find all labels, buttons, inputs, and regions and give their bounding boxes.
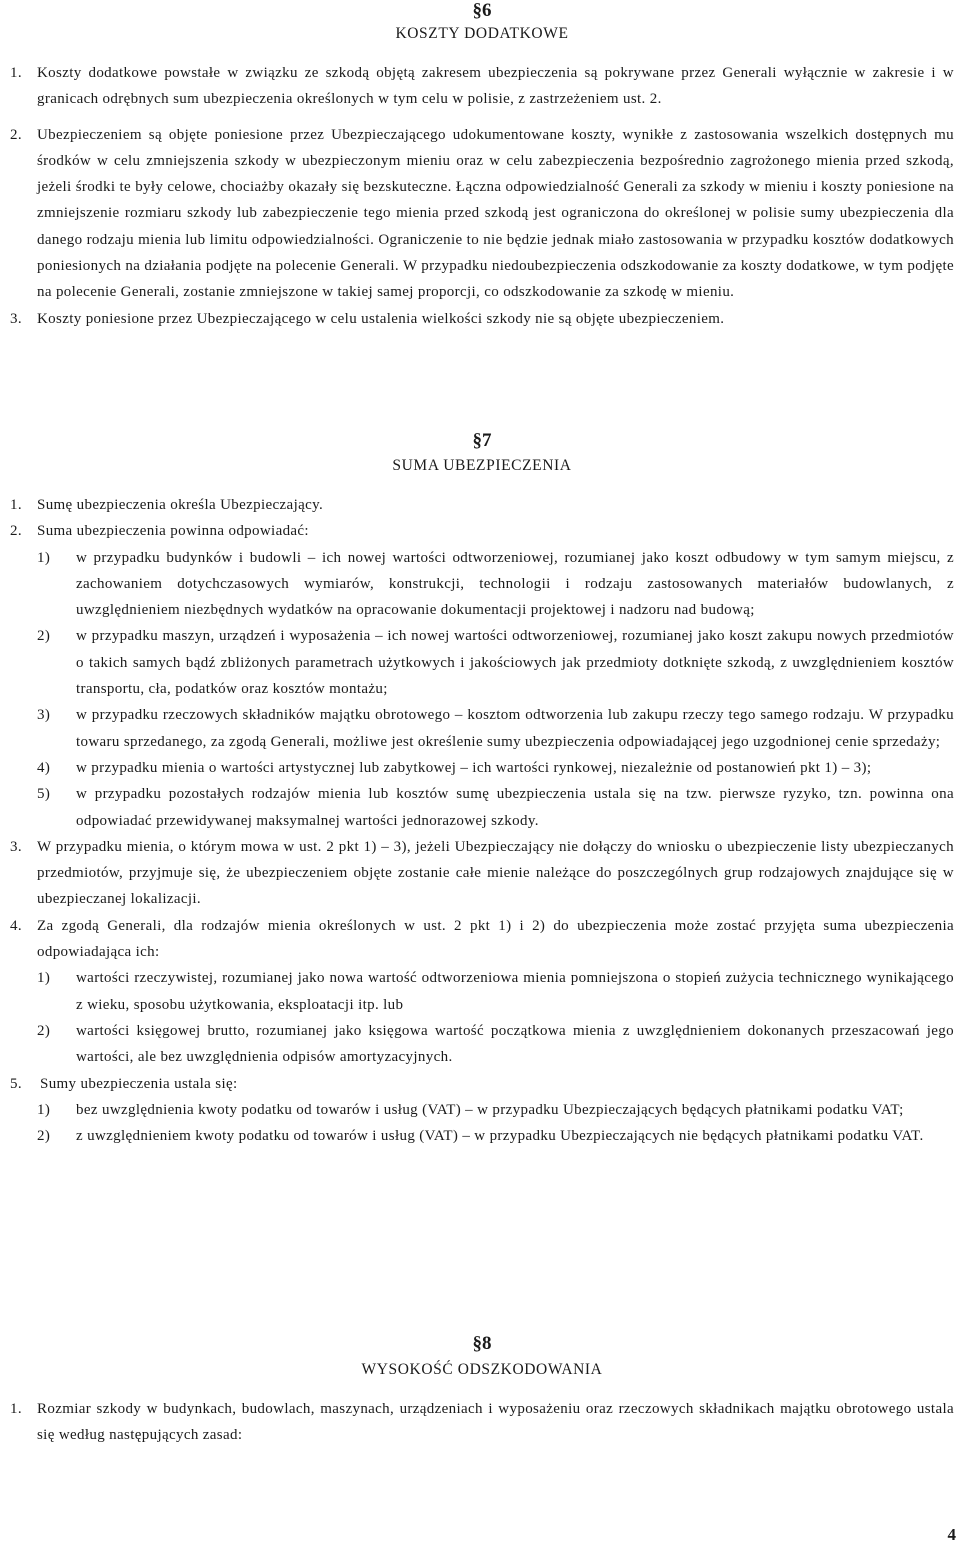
list-item [10, 1396, 954, 1449]
sub-item [37, 781, 954, 834]
item-number: 3. [10, 310, 22, 327]
item-number: 1. [10, 497, 22, 513]
item-text: Za zgodą Generali, dla rodzajów mienia określonych w ust. 2 pkt 1) i 2) do ubezpieczenia może zostać przyjęta suma ubezpieczenia odpowiadająca ich: [37, 917, 954, 961]
sub-item-number: 2) [37, 1128, 51, 1145]
item-number: 1. [10, 1401, 22, 1417]
sub-item [37, 702, 954, 755]
list-item [10, 122, 954, 306]
sub-item-number: 1) [37, 549, 51, 566]
sub-item-number: 2) [37, 628, 51, 645]
sub-item [37, 623, 954, 702]
item-text: Koszty dodatkowe powstałe w związku ze szkodą objętą zakresem ubezpieczenia są pokrywane przez Generali wyłącznie w zakresie i w granicach odrębnych sum ubezpieczenia określonych w tym celu w polisie, z zastrzeżeniem ust. 2. [37, 65, 954, 108]
item-text: Koszty poniesione przez Ubezpieczającego w celu ustalenia wielkości szkody nie są objęte ubezpieczeniem. [37, 310, 725, 327]
section-8-body [10, 1396, 954, 1449]
list-item [10, 492, 954, 518]
list-item [10, 306, 954, 332]
sub-item-number: 1) [37, 1101, 51, 1118]
sub-item-text: wartości rzeczywistej, rozumianej jako nowa wartość odtworzeniowa mienia pomniejszona o stopień zużycia technicznego wynikającego z wieku, sposobu użytkowania, eksploatacji itp. lub [76, 970, 954, 1013]
sub-item-number: 2) [37, 1022, 51, 1039]
sub-item [37, 545, 954, 624]
sub-item-text: w przypadku mienia o wartości artystycznej lub zabytkowej – ich wartości rynkowej, niezależnie od postanowień pkt 1) – 3); [76, 759, 872, 776]
sub-item-text: w przypadku budynków i budowli – ich nowej wartości odtworzeniowej, rozumianej jako koszt odbudowy w tym samym miejscu, z zachowaniem dotychczasowych wymiarów, konstrukcji, technologii i rodzaju zastosowanych materiałów budowlanych, z uwzględnieniem niezbędnych wydatków na opracowanie dokumentacji projektowej i nadzoru nad budową; [76, 549, 954, 619]
sub-item [37, 1123, 954, 1149]
sub-item-text: w przypadku rzeczowych składników majątku obrotowego – kosztom odtworzenia lub zakupu rzeczy tego samego rodzaju. W przypadku towaru sprzedanego, za zgodą Generali, możliwe jest określenie sumy ubezpieczenia odpowiadającej jego uzgodnionej cenie sprzedaży; [76, 707, 954, 750]
item-text: Sumę ubezpieczenia określa Ubezpieczający. [37, 497, 324, 513]
item-number: 4. [10, 917, 22, 934]
item-text: Suma ubezpieczenia powinna odpowiadać: [37, 523, 309, 540]
section-7-title: SUMA UBEZPIECZENIA [392, 457, 572, 474]
item-text: Sumy ubezpieczenia ustala się: [40, 1075, 238, 1092]
list-item [10, 60, 954, 113]
list-item [10, 913, 954, 966]
sub-item [37, 1097, 954, 1123]
sub-item-number: 1) [37, 970, 51, 987]
page-number: 4 [947, 1525, 956, 1544]
section-8-title: WYSOKOŚĆ ODSZKODOWANIA [361, 1361, 603, 1378]
item-text: Ubezpieczeniem są objęte poniesione przez Ubezpieczającego udokumentowane koszty, wynikłe z zastosowania wszelkich dostępnych mu środków w celu zmniejszenia szkody w ubezpieczonym mieniu oraz w celu zabezpieczenia bezpośrednio zagrożonego mienia przed szkodą, jeżeli środki te były celowe, chociażby okazały się bezskuteczne. Łączna odpowiedzialność Generali za szkody w mieniu i koszty poniesione na zmniejszenie rozmiaru szkody lub zabezpieczenie tego mienia przed szkodą jest ograniczona do określonej w polisie sumy ubezpieczenia dla danego rodzaju mienia lub limitu odpowiedzialności. Ograniczenie to nie będzie jednak miało zastosowania w przypadku kosztów dodatkowych poniesionych na działania podjęte na polecenie Generali. W przypadku niedoubezpieczenia odszkodowanie za koszty dodatkowe, w tym podjęte na polecenie Generali, zostanie zmniejszone w takiej samej proporcji, co odszkodowanie za szkodę w mieniu. [37, 126, 954, 301]
sub-item-text: bez uwzględnienia kwoty podatku od towarów i usług (VAT) – w przypadku Ubezpieczających będących płatnikami podatku VAT; [76, 1101, 904, 1118]
list-item [10, 1071, 954, 1097]
section-6-title: KOSZTY DODATKOWE [395, 25, 569, 42]
item-number: 5. [10, 1075, 22, 1092]
sub-item-number: 3) [37, 707, 51, 724]
sub-item-text: w przypadku pozostałych rodzajów mienia lub kosztów sumę ubezpieczenia ustala się na tzw. pierwsze ryzyko, tzn. powinna ona odpowiadać przewidywanej maksymalnej wartości jednorazowej szkody. [76, 786, 954, 829]
sub-item [37, 1018, 954, 1071]
section-7-number: §7 [472, 430, 492, 451]
item-number: 2. [10, 523, 22, 540]
item-text: Rozmiar szkody w budynkach, budowlach, maszynach, urządzeniach i wyposażeniu oraz rzeczowych składnikach majątku obrotowego ustala się według następujących zasad: [37, 1401, 954, 1444]
sub-item [37, 965, 954, 1018]
item-number: 2. [10, 126, 22, 143]
sub-item-text: wartości księgowej brutto, rozumianej jako księgowa wartość początkowa mienia z uwzględnieniem dokonanych przeszacowań jego wartości, ale bez uwzględnienia odpisów amortyzacyjnych. [76, 1022, 954, 1066]
sub-item [37, 755, 954, 781]
item-number: 3. [10, 838, 22, 855]
list-item [10, 834, 954, 913]
item-text: W przypadku mienia, o którym mowa w ust. 2 pkt 1) – 3), jeżeli Ubezpieczający nie dołączy do wniosku o ubezpieczenie listy ubezpieczanych przedmiotów, przyjmuje się, że ubezpieczeniem objęte zostanie całe mienie należące do poszczególnych grup rodzajowych znajdujące się w ubezpieczanej lokalizacji. [37, 838, 954, 908]
list-item [10, 518, 954, 544]
section-6-number: §6 [472, 0, 492, 21]
sub-item-number: 5) [37, 786, 51, 803]
item-number: 1. [10, 65, 22, 81]
sub-item-text: z uwzględnieniem kwoty podatku od towarów i usług (VAT) – w przypadku Ubezpieczających nie będących płatnikami podatku VAT. [76, 1128, 924, 1145]
sub-item-number: 4) [37, 759, 51, 776]
section-8-number: §8 [472, 1333, 492, 1354]
section-6-body [10, 60, 954, 332]
section-7-body [10, 492, 954, 1149]
sub-item-text: w przypadku maszyn, urządzeń i wyposażenia – ich nowej wartości odtworzeniowej, rozumianej jako koszt zakupu nowych przedmiotów o takich samych bądź zbliżonych parametrach użytkowych i jakościowych jak przedmioty dotknięte szkodą, z uwzględnieniem kosztów transportu, cła, podatków oraz kosztów montażu; [76, 628, 954, 698]
